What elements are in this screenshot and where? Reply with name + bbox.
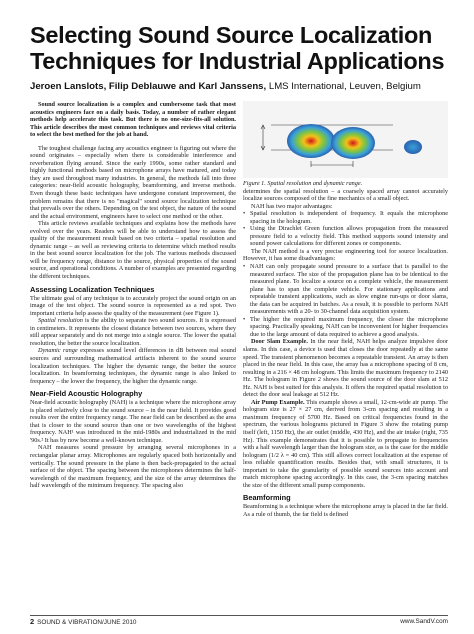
beamforming-paragraph-1: Beamforming is a technique where the microphone array is placed in the far field. As a rule of thumb, the far field is defined	[243, 503, 448, 518]
right-paragraph-1: determines the spatial resolution – a coarsely spaced array cannot accurately localize sources composed of the fine mechanics of a small object.	[243, 187, 448, 203]
journal-name: SOUND & VIBRATION/JUNE 2010	[37, 619, 137, 626]
footer-website: www.SandV.com	[400, 618, 448, 625]
advantages-list	[243, 210, 448, 248]
dynamic-range-text: expresses sound level differences in dB between real sound sources and surrounding mathematical artifacts inherent to the sound source localization techniques. The higher the dynamic range, the better the source localization. In beamforming techniques, the dynamic range is also linked to frequency – the lower the frequency, the higher the dynamic range.	[30, 347, 236, 385]
page-number: 2	[30, 617, 35, 626]
door-slam-paragraph	[243, 338, 448, 398]
disadvantages-list	[243, 263, 448, 338]
spatial-resolution-text: is the ability to separate two sound sources. It is expressed in centimeters. It represents the closest distance between two sources, where they still appear separately and do not merge into a single source. The lower the spatial resolution, the better the source localization.	[30, 317, 237, 347]
intro-paragraph-2: This article reviews available techniques and explains how the methods have evolved over the years. Readers will be able to understand how to assess the quality of the measurement result based on two criteria – spatial resolution and dynamic range – as well as reviewing criteria to determine which method results in the best sound source localization for the job. The various methods discussed will be frequency range, distance to the source, physical properties of the sound source, and operational conditions. A number of examples are presented regarding the different techniques.	[30, 220, 236, 281]
figure-1-illustration	[243, 101, 448, 178]
figure-1-caption: Figure 1. Spatial resolution and dynamic range.	[243, 180, 363, 187]
spatial-resolution-term: Spatial resolution	[38, 317, 83, 325]
figure-1	[243, 101, 448, 178]
figure-1-artifact-spot	[404, 140, 422, 154]
left-column	[30, 101, 236, 490]
heading-assessing: Assessing Localization Techniques	[30, 284, 155, 294]
intro-paragraph-1: The toughest challenge facing any acoustics engineer is figuring out where the sound originates – especially when there is considerable interference and reverberation flying around. Since the early 1990s, some rather standard and highly functional methods based on microphone arrays have matured, and today they are used throughout many industries. In general, the methods fall into three categories: near-field acoustic holography, beamforming, and inverse methods. Even though these basic techniques have undergone constant improvement, the problem remains that there is no "magical" sound source localization technique that prevails over the others. Depending on the test object, the nature of the sound and the actual environment, engineers have to select one method or the other.	[30, 144, 236, 220]
heading-beamforming: Beamforming	[243, 493, 291, 503]
nah-paragraph-2: NAH measures sound pressure by arranging several microphones in a rectangular planar array. Microphones are regularly spaced both horizontally and vertically. The sound pressure in the plane is then back-propagated to the actual surface of the object. The spacing between the microphones determines the half-wavelength of the maximum frequency, and the size of the array determines the half wavelength of the minimum frequency. The spacing also	[30, 444, 236, 490]
air-pump-runin: Air Pump Example.	[251, 398, 305, 406]
list-item: • Spatial resolution is independent of frequency. It equals the microphone spacing in the hologram.	[243, 210, 448, 225]
door-slam-text: In the near field, NAH helps analyze impulsive door slams. In this case, a device is used that closes the door repeatedly at the same speed. The transient phenomenon becomes a repeatable transient. An array is then placed in the near field. In this case, the array has a microphone spacing of 8 cm, resulting in a 216 × 48 cm hologram. This limits the maximum frequency to 2140 Hz. The hologram in Figure 2 shows the sound source of the door slam at 512 Hz. NAH is best suited for this analysis. It offers the required spatial resolution to detect the door seal leakage at 512 Hz.	[243, 338, 448, 399]
air-pump-text: This example shows a small, 12-cm-wide air pump. The hologram size is 27 × 27 cm, derived from 3-cm spacing and resulting in a maximum frequency of 5700 Hz. Based on critical frequencies found in the spectrum, the various holograms pictured in Figure 3 show the rotating pump itself (left, 1150 Hz), the air outlet (middle, 430 Hz), and the air intake (right, 735 Hz). This example demonstrates that it is possible to propagate to frequencies with a half wavelength larger than the hologram size, as is the case for the middle hologram (1/2 λ = 40 cm). This still allows correct localization at the expense of less reliable quantification results. Besides that, with small structures, it is important to take the granularity of possible sound sources into account and match microphone spacing accordingly. In this case, the 3-cm spacing matches the size of the different small pump components.	[243, 398, 448, 489]
author-affiliation: LMS International, Leuven, Belgium	[266, 81, 421, 92]
dynamic-range-term: Dynamic range	[38, 347, 78, 355]
author-names: Jeroen Lanslots, Filip Deblauwe and Karl Janssens,	[30, 81, 267, 92]
figure-1-source-spot-1	[287, 124, 335, 158]
author-line	[30, 81, 460, 93]
footer-divider	[30, 615, 448, 616]
spatial-resolution-paragraph	[30, 317, 236, 347]
air-pump-paragraph	[243, 399, 448, 490]
footer-left	[30, 618, 137, 627]
right-column	[243, 101, 448, 518]
article-title: Selecting Sound Source Localization Techniques for Industrial Applications	[30, 22, 445, 74]
figure-1-source-spot-2	[331, 127, 375, 159]
nah-paragraph-1: Near-field acoustic holography (NAH) is a technique where the microphone array is placed relatively close to the sound source – in the near field. It provides good results over the entire frequency range. The near field can be described as the area that is closer to the sound source than one or two wavelengths of the highest frequency. NAH¹ was introduced in the mid-1980s and industrialized in the mid '90s.² It has by now become a well-known technique.	[30, 399, 236, 444]
right-paragraph-2: NAH has two major advantages:	[251, 202, 333, 210]
list-item: • The higher the required maximum frequency, the closer the microphone spacing. Practically speaking, NAH can be inconvenient for higher frequencies due to the large amount of data required to achieve a good analysis.	[243, 316, 448, 339]
right-paragraph-3: The NAH method is a very precise engineering tool for source localization. However, it has some disadvantages:	[243, 247, 448, 263]
dynamic-range-paragraph	[30, 347, 236, 385]
abstract: Sound source localization is a complex and cumbersome task that most acoustics engineers face on a daily basis. Today, a number of rather elegant methods help accelerate this task. But there is no one-size-fits-all solution. This article describes the most common techniques and reviews vital criteria to select the best method for the job at hand.	[30, 101, 236, 139]
door-slam-runin: Door Slam Example.	[251, 338, 308, 346]
assessing-paragraph-1: The ultimate goal of any technique is to accurately project the sound origin on an image of the test object. The sound source is represented as a red spot. Two important criteria help assess the quality of the measurement (see Figure 1).	[30, 294, 236, 317]
list-item: • NAH can only propagate sound pressure to a surface that is parallel to the measured surface. The size of the propagation plane has to be identical to the measured plane. To localize a source on a complete vehicle, the measurement plane has to span the complete vehicle. For stationary applications and repeatable transient applications, such as slow engine run-ups or door slams, the data can be acquired in batches. As a result, it is possible to perform NAH measurements with a 20- to 30-channel data acquisition system.	[243, 263, 448, 316]
list-item: • Using the Dirachlet Green function allows propagation from the measured pressure field to a velocity field. This method supports sound intensity and sound power calculations for different zones or components.	[243, 225, 448, 248]
heading-nah: Near-Field Acoustic Holography	[30, 389, 143, 399]
